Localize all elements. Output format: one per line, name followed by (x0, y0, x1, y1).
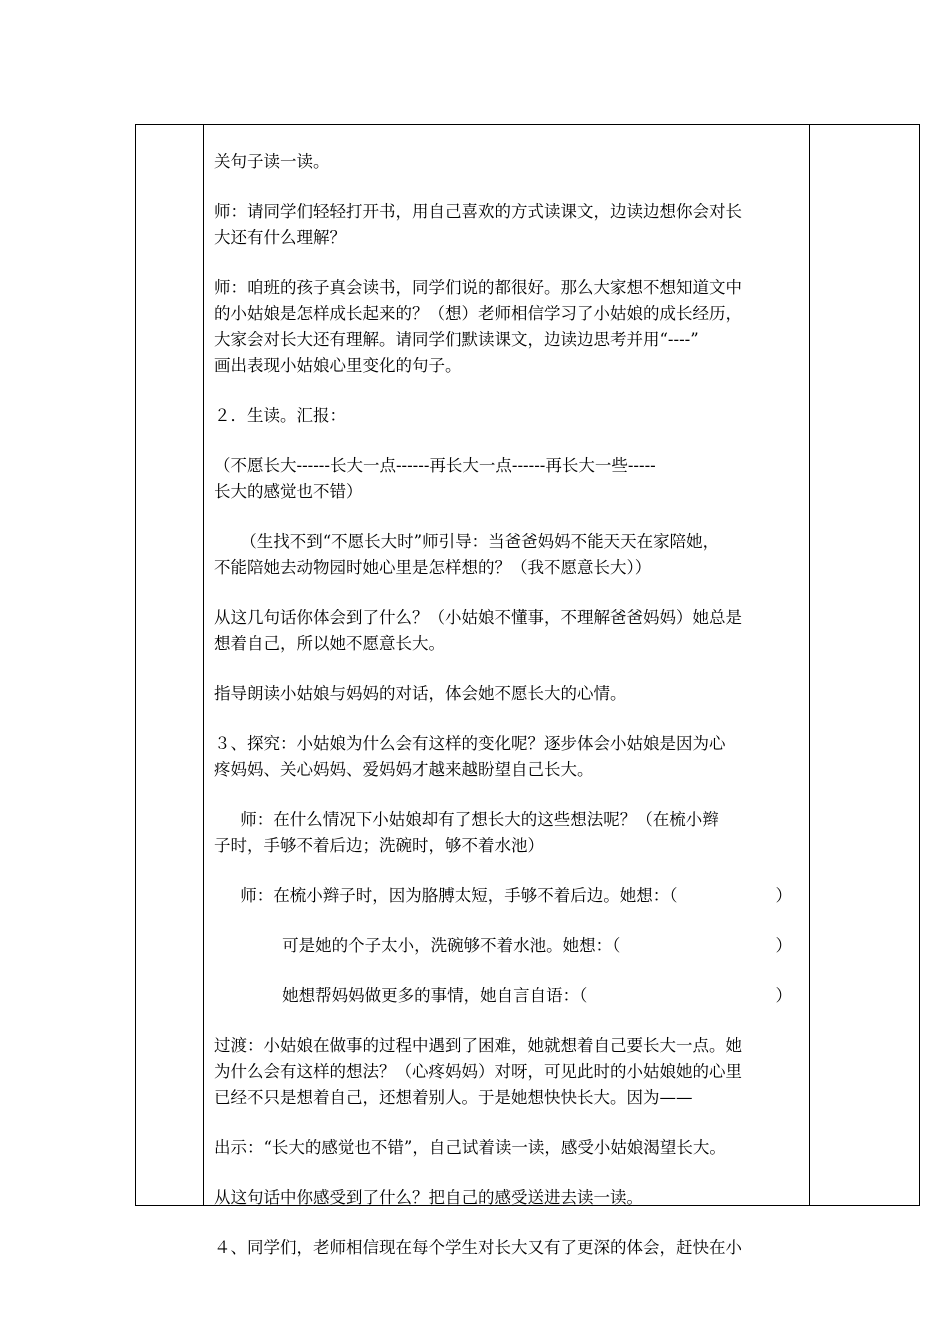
lesson-content-cell (214, 149, 804, 1261)
paragraph-9: ３、探究：小姑娘为什么会有这样的变化呢？逐步体会小姑娘是因为心 疼妈妈、关心妈妈、爱妈妈才越来越盼望自己长大。 (214, 734, 726, 779)
paragraph-1: 关句子读一读。 (214, 152, 330, 171)
paragraph-2: 师：请同学们轻轻打开书，用自己喜欢的方式读课文，边读边想你会对长 大还有什么理解？ (214, 202, 742, 247)
paragraph-3: 师：咱班的孩子真会读书，同学们说的都很好。那么大家想不想知道文中 的小姑娘是怎样成长起来的？（想）老师相信学习了小姑娘的成长经历， 大家会对长大还有理解。请同学们默读课文，边读边思考并用“----” 画出表现小姑娘心里变化的句子。 (214, 278, 742, 375)
paragraph-5: （不愿长大------长大一点------再长大一点------再长大一些----- 长大的感觉也不错） (214, 456, 656, 501)
paragraph-6: （生找不到“不愿长大时”师引导：当爸爸妈妈不能天天在家陪她， 不能陪她去动物园时她心里是怎样想的？（我不愿意长大）） (214, 532, 720, 577)
paragraph-12: 出示：“长大的感觉也不错”，自己试着读一读，感受小姑娘渴望长大。 (214, 1138, 726, 1157)
paragraph-14: ４、同学们，老师相信现在每个学生对长大又有了更深的体会，赶快在小 (214, 1238, 742, 1257)
paragraph-10: 师：在什么情况下小姑娘却有了想长大的这些想法呢？（在梳小辫 子时，手够不着后边；洗碗时，够不着水池） (214, 810, 719, 855)
column-divider-right (809, 125, 810, 1205)
lesson-table (135, 124, 920, 1257)
paragraph-8: 指导朗读小姑娘与妈妈的对话，体会她不愿长大的心情。 (214, 684, 627, 703)
fill-line-1: 师：在梳小辫子时，因为胳膊太短，手够不着后边。她想：（ ） (214, 886, 792, 905)
column-divider-left (203, 125, 204, 1205)
paragraph-11: 过渡：小姑娘在做事的过程中遇到了困难，她就想着自己要长大一点。她 为什么会有这样的想法？（心疼妈妈）对呀，可见此时的小姑娘她的心里 已经不只是想着自己，还想着别人。于是她想快快长大。因为—— (214, 1036, 742, 1107)
paragraph-13: 从这句话中你感受到了什么？把自己的感受送进去读一读。 (214, 1188, 643, 1207)
paragraph-7: 从这几句话你体会到了什么？（小姑娘不懂事，不理解爸爸妈妈）她总是 想着自己，所以她不愿意长大。 (214, 608, 742, 653)
paragraph-4: ２．生读。汇报： (214, 406, 346, 425)
fill-line-3: 她想帮妈妈做更多的事情，她自言自语：（ ） (214, 986, 792, 1005)
fill-line-2: 可是她的个子太小，洗碗够不着水池。她想：（ ） (214, 936, 792, 955)
